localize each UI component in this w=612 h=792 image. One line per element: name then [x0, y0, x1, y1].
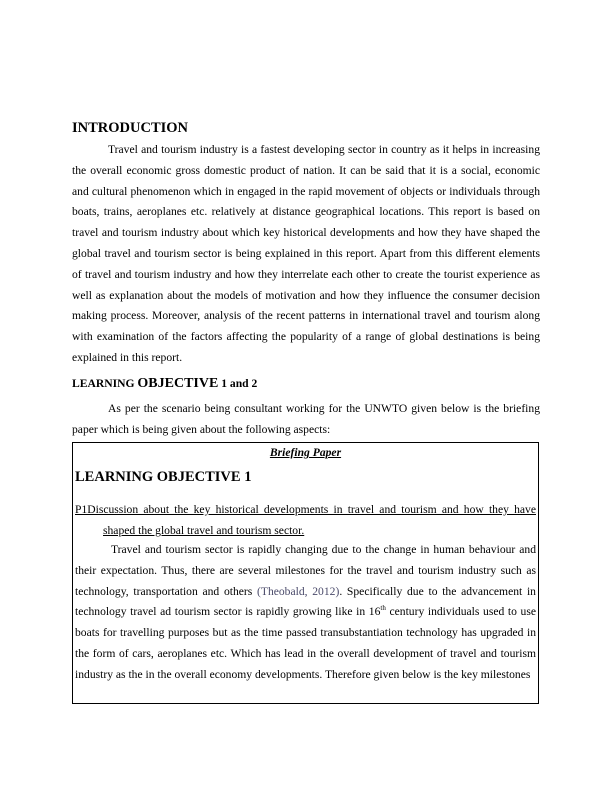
introduction-paragraph: Travel and tourism industry is a fastest developing sector in country as it helps in increasing the overall economic gross domestic product of nation. It can be said that it is a social, economic and cultural phenomenon which in engaged in the rapid movement of objects or individuals through boats, trains, aeroplanes etc. relatively at distance geographical locations. This report is based on travel and tourism industry about which key historical developments and how they have shaped the global travel and tourism sector is being explained in this report. Apart from this different elements of travel and tourism industry and how they interrelate each other to create the tourist experience as well as explanation about the models of motivation and how they influence the consumer decision making process. Moreover, analysis of the recent patterns in international travel and tourism along with examination of the factors affecting the popularity of a range of global destinations is being explained in this report. — [72, 143, 540, 364]
body-part2: . Specifically due to the advancement in technology travel ad tourism sector is rapidly growing like in 16 — [75, 584, 536, 619]
p1-title: P1Discussion about the key historical developments in travel and tourism and how they have shaped the global travel and tourism sector. — [75, 503, 536, 537]
introduction-heading: INTRODUCTION — [72, 120, 189, 136]
lo-heading-tail: 1 and 2 — [218, 377, 258, 390]
body-part3: century individuals used to use boats for travelling purposes but as the time passed transubstantiation technology has upgraded in the form of cars, aeroplanes etc. Which has lead in the overall development of travel and tourism industry as the in the overall economy developments. Therefore given below is the key milestones — [75, 605, 536, 681]
citation: (Theobald, 2012) — [257, 584, 340, 598]
learning-objective-heading — [72, 376, 257, 392]
lo-heading-small: LEARNING — [72, 377, 138, 390]
briefing-paper-title: Briefing Paper — [269, 446, 342, 459]
body-part1: Travel and tourism sector is rapidly changing due to the change in human behaviour and their expectation. Thus, there are several milestones for the travel and tourism industry such as technology, transportation and others — [75, 543, 536, 598]
learning-objective-paragraph: As per the scenario being consultant working for the UNWTO given below is the briefing paper which is being given about the following aspects: — [72, 402, 540, 436]
briefing-body — [75, 540, 536, 686]
briefing-lo-heading: LEARNING OBJECTIVE 1 — [75, 469, 252, 485]
briefing-paper-box — [72, 442, 539, 704]
lo-heading-big: OBJECTIVE — [137, 376, 219, 391]
superscript-th: th — [380, 604, 386, 613]
